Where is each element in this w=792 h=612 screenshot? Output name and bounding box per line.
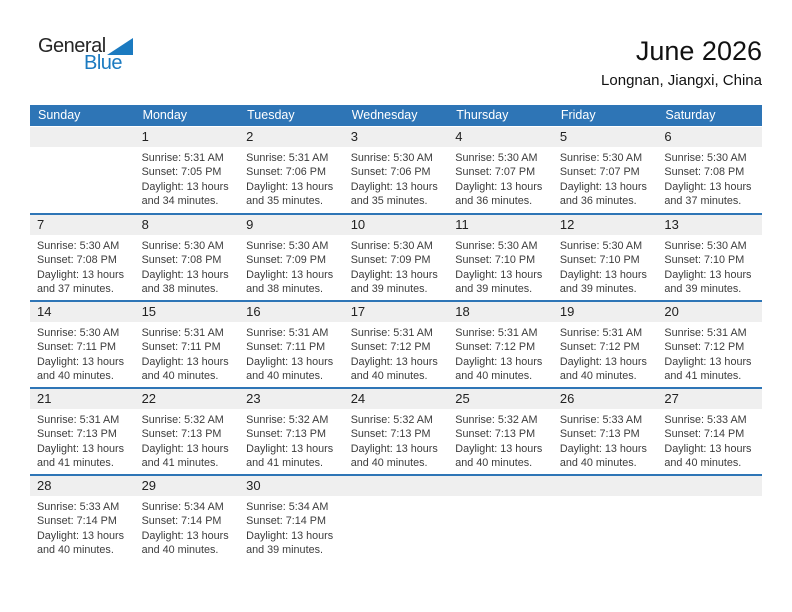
- day-info-line: Sunrise: 5:30 AM: [350, 240, 433, 252]
- day-number: 5: [553, 127, 658, 147]
- day-info-line: and 41 minutes.: [664, 370, 742, 383]
- calendar-day-cell: [657, 127, 762, 213]
- day-info-line: Daylight: 13 hours: [559, 442, 647, 455]
- day-number: 20: [657, 302, 762, 322]
- week-row: [30, 387, 762, 474]
- day-info-line: Daylight: 13 hours: [246, 442, 334, 455]
- day-info-line: and 40 minutes.: [455, 457, 533, 470]
- day-sun-info: [135, 322, 240, 384]
- day-info-line: Daylight: 13 hours: [141, 529, 229, 542]
- day-info-line: Sunrise: 5:30 AM: [37, 240, 120, 252]
- day-info-line: Daylight: 13 hours: [455, 180, 543, 193]
- day-sun-info: [553, 235, 658, 297]
- day-info-line: Sunset: 7:12 PM: [559, 341, 640, 354]
- day-info-line: Daylight: 13 hours: [141, 180, 229, 193]
- weekday-header-saturday: Saturday: [665, 108, 716, 122]
- day-info-line: and 40 minutes.: [455, 370, 533, 383]
- day-sun-info: [448, 147, 553, 209]
- day-info-line: Sunrise: 5:32 AM: [246, 414, 329, 426]
- weekday-header-wednesday: Wednesday: [351, 108, 418, 122]
- day-info-line: Sunrise: 5:33 AM: [664, 414, 747, 426]
- day-info-line: and 41 minutes.: [246, 457, 323, 470]
- day-info-line: Sunset: 7:10 PM: [664, 254, 745, 267]
- day-info-line: Daylight: 13 hours: [37, 529, 125, 542]
- day-sun-info: [239, 235, 344, 297]
- day-info-line: Daylight: 13 hours: [246, 355, 334, 368]
- day-number: [344, 476, 449, 496]
- day-number: 17: [344, 302, 449, 322]
- day-sun-info: [553, 322, 658, 384]
- logo-text-blue: Blue: [84, 52, 123, 74]
- day-info-line: Sunrise: 5:34 AM: [141, 501, 224, 513]
- day-sun-info: [30, 322, 135, 384]
- day-info-line: Sunset: 7:14 PM: [37, 515, 117, 528]
- day-info-line: and 41 minutes.: [141, 457, 219, 470]
- day-info-line: Sunset: 7:13 PM: [350, 428, 431, 441]
- day-info-line: and 38 minutes.: [246, 283, 323, 296]
- day-info-line: Sunrise: 5:30 AM: [664, 240, 747, 252]
- calendar-day-cell: [135, 127, 240, 213]
- day-info-line: Daylight: 13 hours: [141, 268, 229, 281]
- calendar-day-cell: [135, 476, 240, 561]
- day-info-line: and 40 minutes.: [664, 457, 742, 470]
- day-sun-info: [344, 235, 449, 297]
- day-info-line: Daylight: 13 hours: [664, 355, 752, 368]
- day-sun-info: [657, 322, 762, 384]
- day-sun-info: [239, 322, 344, 384]
- calendar-day-cell: [553, 215, 658, 300]
- day-info-line: and 40 minutes.: [559, 457, 637, 470]
- day-info-line: Sunrise: 5:30 AM: [141, 240, 224, 252]
- day-info-line: Sunrise: 5:30 AM: [664, 152, 747, 164]
- day-info-line: and 40 minutes.: [37, 544, 114, 557]
- day-info-line: Sunset: 7:12 PM: [350, 341, 431, 354]
- day-info-line: Daylight: 13 hours: [559, 355, 647, 368]
- day-info-line: Sunrise: 5:31 AM: [246, 327, 329, 339]
- calendar-day-cell: [448, 302, 553, 387]
- day-info-line: Sunset: 7:06 PM: [350, 166, 431, 179]
- day-info-line: Daylight: 13 hours: [350, 180, 438, 193]
- day-number: 15: [135, 302, 240, 322]
- day-info-line: Sunrise: 5:32 AM: [141, 414, 224, 426]
- day-sun-info: [30, 235, 135, 297]
- day-sun-info: [448, 235, 553, 297]
- day-number: 16: [239, 302, 344, 322]
- day-number: 22: [135, 389, 240, 409]
- weekday-header-thursday: Thursday: [456, 108, 509, 122]
- day-info-line: Sunset: 7:13 PM: [246, 428, 326, 441]
- calendar-day-cell: [553, 389, 658, 474]
- day-sun-info: [30, 409, 135, 471]
- day-info-line: Sunset: 7:07 PM: [455, 166, 536, 179]
- day-info-line: Sunrise: 5:31 AM: [141, 327, 224, 339]
- day-number: 14: [30, 302, 135, 322]
- day-sun-info: [448, 322, 553, 384]
- day-number: 27: [657, 389, 762, 409]
- week-row: [30, 300, 762, 387]
- day-info-line: Sunset: 7:13 PM: [455, 428, 536, 441]
- day-number: 11: [448, 215, 553, 235]
- day-info-line: and 35 minutes.: [246, 195, 323, 208]
- day-sun-info: [135, 409, 240, 471]
- day-info-line: Sunrise: 5:30 AM: [559, 240, 643, 252]
- day-info-line: and 40 minutes.: [350, 457, 428, 470]
- day-info-line: and 40 minutes.: [246, 370, 323, 383]
- calendar-day-cell: [239, 476, 344, 561]
- day-info-line: Sunrise: 5:31 AM: [350, 327, 433, 339]
- day-sun-info: [553, 409, 658, 471]
- day-info-line: and 41 minutes.: [37, 457, 114, 470]
- day-info-line: and 34 minutes.: [141, 195, 219, 208]
- day-info-line: Sunrise: 5:30 AM: [350, 152, 433, 164]
- calendar-day-cell: [135, 302, 240, 387]
- day-info-line: Sunset: 7:11 PM: [37, 341, 117, 354]
- day-info-line: Daylight: 13 hours: [664, 180, 752, 193]
- day-info-line: Sunrise: 5:32 AM: [455, 414, 538, 426]
- calendar-day-cell: [344, 215, 449, 300]
- day-number: 2: [239, 127, 344, 147]
- day-number: 19: [553, 302, 658, 322]
- day-info-line: Sunset: 7:09 PM: [246, 254, 326, 267]
- day-info-line: Daylight: 13 hours: [141, 355, 229, 368]
- day-info-line: Daylight: 13 hours: [664, 442, 752, 455]
- day-number: 7: [30, 215, 135, 235]
- day-info-line: and 39 minutes.: [455, 283, 533, 296]
- day-info-line: and 36 minutes.: [455, 195, 533, 208]
- day-info-line: Sunset: 7:09 PM: [350, 254, 431, 267]
- day-info-line: Sunrise: 5:31 AM: [246, 152, 329, 164]
- day-info-line: and 40 minutes.: [141, 544, 219, 557]
- day-info-line: Daylight: 13 hours: [664, 268, 752, 281]
- general-blue-logo: [30, 36, 133, 73]
- day-info-line: and 39 minutes.: [246, 544, 323, 557]
- day-number: 30: [239, 476, 344, 496]
- location-subtitle: Longnan, Jiangxi, China: [601, 72, 762, 89]
- day-number: 10: [344, 215, 449, 235]
- calendar-empty-cell: [344, 476, 449, 561]
- calendar-day-cell: [657, 215, 762, 300]
- day-info-line: Sunrise: 5:33 AM: [559, 414, 643, 426]
- calendar-empty-cell: [657, 476, 762, 561]
- day-info-line: Sunset: 7:14 PM: [664, 428, 745, 441]
- day-sun-info: [344, 409, 449, 471]
- day-info-line: Sunrise: 5:32 AM: [350, 414, 433, 426]
- logo-text-general: General: [38, 35, 106, 57]
- day-info-line: Sunset: 7:05 PM: [141, 166, 222, 179]
- day-info-line: and 40 minutes.: [350, 370, 428, 383]
- week-row: [30, 474, 762, 561]
- day-sun-info: [657, 409, 762, 471]
- day-number: 28: [30, 476, 135, 496]
- day-number: 13: [657, 215, 762, 235]
- day-sun-info: [135, 235, 240, 297]
- day-info-line: Sunset: 7:10 PM: [455, 254, 536, 267]
- day-number: 29: [135, 476, 240, 496]
- day-number: 3: [344, 127, 449, 147]
- day-number: [553, 476, 658, 496]
- day-sun-info: [30, 496, 135, 558]
- day-number: [448, 476, 553, 496]
- day-sun-info: [344, 322, 449, 384]
- weekday-header-tuesday: Tuesday: [247, 108, 295, 122]
- week-row: [30, 213, 762, 300]
- day-number: 23: [239, 389, 344, 409]
- day-sun-info: [657, 235, 762, 297]
- calendar-day-cell: [239, 127, 344, 213]
- day-number: 6: [657, 127, 762, 147]
- day-info-line: Sunrise: 5:30 AM: [246, 240, 329, 252]
- calendar-day-cell: [239, 389, 344, 474]
- day-info-line: Daylight: 13 hours: [350, 268, 438, 281]
- day-info-line: and 40 minutes.: [141, 370, 219, 383]
- day-info-line: Daylight: 13 hours: [141, 442, 229, 455]
- day-sun-info: [239, 496, 344, 558]
- calendar-day-cell: [657, 389, 762, 474]
- calendar-day-cell: [344, 302, 449, 387]
- calendar-grid: [30, 127, 762, 561]
- day-number: 9: [239, 215, 344, 235]
- day-info-line: and 39 minutes.: [664, 283, 742, 296]
- day-info-line: Sunset: 7:08 PM: [664, 166, 745, 179]
- calendar-day-cell: [239, 215, 344, 300]
- day-info-line: Sunrise: 5:31 AM: [559, 327, 643, 339]
- day-number: 12: [553, 215, 658, 235]
- calendar-day-cell: [135, 389, 240, 474]
- day-sun-info: [239, 409, 344, 471]
- calendar-empty-cell: [448, 476, 553, 561]
- day-info-line: Sunset: 7:12 PM: [664, 341, 745, 354]
- calendar-empty-cell: [553, 476, 658, 561]
- calendar-day-cell: [448, 127, 553, 213]
- day-number: [30, 127, 135, 147]
- day-info-line: and 40 minutes.: [559, 370, 637, 383]
- day-sun-info: [553, 147, 658, 209]
- calendar-day-cell: [30, 476, 135, 561]
- day-info-line: Daylight: 13 hours: [455, 268, 543, 281]
- day-sun-info: [448, 409, 553, 471]
- weekday-header-friday: Friday: [560, 108, 596, 122]
- day-info-line: Sunset: 7:06 PM: [246, 166, 326, 179]
- day-info-line: Sunset: 7:11 PM: [141, 341, 221, 354]
- day-info-line: Sunrise: 5:30 AM: [559, 152, 643, 164]
- day-info-line: Sunrise: 5:33 AM: [37, 501, 120, 513]
- day-info-line: Sunrise: 5:31 AM: [455, 327, 538, 339]
- day-info-line: Sunset: 7:13 PM: [141, 428, 222, 441]
- calendar-day-cell: [657, 302, 762, 387]
- calendar-day-cell: [553, 302, 658, 387]
- day-number: 18: [448, 302, 553, 322]
- week-row: [30, 127, 762, 213]
- day-info-line: Sunrise: 5:31 AM: [664, 327, 747, 339]
- day-info-line: and 39 minutes.: [350, 283, 428, 296]
- day-info-line: Sunset: 7:08 PM: [141, 254, 222, 267]
- day-info-line: Sunrise: 5:31 AM: [37, 414, 120, 426]
- day-sun-info: [135, 496, 240, 558]
- day-info-line: Daylight: 13 hours: [350, 442, 438, 455]
- calendar-empty-cell: [30, 127, 135, 213]
- day-info-line: and 38 minutes.: [141, 283, 219, 296]
- weekday-header-monday: Monday: [142, 108, 188, 122]
- weekday-header-sunday: Sunday: [38, 108, 81, 122]
- day-info-line: Sunrise: 5:30 AM: [37, 327, 120, 339]
- day-info-line: Sunrise: 5:34 AM: [246, 501, 329, 513]
- day-info-line: Sunset: 7:11 PM: [246, 341, 326, 354]
- day-info-line: and 39 minutes.: [559, 283, 637, 296]
- calendar-day-cell: [553, 127, 658, 213]
- day-sun-info: [344, 147, 449, 209]
- day-info-line: Sunrise: 5:31 AM: [141, 152, 224, 164]
- day-number: 4: [448, 127, 553, 147]
- day-info-line: Daylight: 13 hours: [37, 442, 125, 455]
- day-number: 1: [135, 127, 240, 147]
- day-info-line: Sunset: 7:10 PM: [559, 254, 640, 267]
- day-number: 8: [135, 215, 240, 235]
- day-info-line: Sunset: 7:13 PM: [559, 428, 640, 441]
- day-number: 24: [344, 389, 449, 409]
- day-info-line: Sunrise: 5:30 AM: [455, 152, 538, 164]
- calendar-table: [30, 105, 762, 561]
- calendar-day-cell: [135, 215, 240, 300]
- day-info-line: Sunrise: 5:30 AM: [455, 240, 538, 252]
- day-number: [657, 476, 762, 496]
- weekday-header-row: [30, 105, 762, 126]
- day-info-line: Sunset: 7:14 PM: [246, 515, 326, 528]
- day-info-line: Daylight: 13 hours: [37, 268, 125, 281]
- calendar-day-cell: [344, 127, 449, 213]
- day-number: 21: [30, 389, 135, 409]
- calendar-day-cell: [30, 389, 135, 474]
- day-info-line: Daylight: 13 hours: [455, 442, 543, 455]
- day-info-line: and 40 minutes.: [37, 370, 114, 383]
- day-number: 25: [448, 389, 553, 409]
- calendar-day-cell: [448, 215, 553, 300]
- month-title: June 2026: [635, 36, 762, 66]
- day-info-line: Daylight: 13 hours: [246, 268, 334, 281]
- day-info-line: Daylight: 13 hours: [559, 268, 647, 281]
- page-header: [0, 0, 792, 105]
- day-info-line: Daylight: 13 hours: [246, 529, 334, 542]
- calendar-day-cell: [30, 302, 135, 387]
- calendar-day-cell: [30, 215, 135, 300]
- day-info-line: and 37 minutes.: [664, 195, 742, 208]
- day-info-line: and 35 minutes.: [350, 195, 428, 208]
- day-info-line: Daylight: 13 hours: [350, 355, 438, 368]
- day-info-line: Sunset: 7:14 PM: [141, 515, 222, 528]
- calendar-day-cell: [448, 389, 553, 474]
- day-info-line: and 37 minutes.: [37, 283, 114, 296]
- calendar-day-cell: [239, 302, 344, 387]
- calendar-day-cell: [344, 389, 449, 474]
- day-info-line: Daylight: 13 hours: [455, 355, 543, 368]
- day-info-line: Daylight: 13 hours: [37, 355, 125, 368]
- day-info-line: Sunset: 7:13 PM: [37, 428, 117, 441]
- day-sun-info: [135, 147, 240, 209]
- day-info-line: Sunset: 7:08 PM: [37, 254, 117, 267]
- day-info-line: Sunset: 7:07 PM: [559, 166, 640, 179]
- day-info-line: Daylight: 13 hours: [246, 180, 334, 193]
- day-info-line: Daylight: 13 hours: [559, 180, 647, 193]
- day-sun-info: [239, 147, 344, 209]
- day-number: 26: [553, 389, 658, 409]
- day-sun-info: [657, 147, 762, 209]
- title-block: [601, 36, 762, 89]
- day-info-line: Sunset: 7:12 PM: [455, 341, 536, 354]
- day-info-line: and 36 minutes.: [559, 195, 637, 208]
